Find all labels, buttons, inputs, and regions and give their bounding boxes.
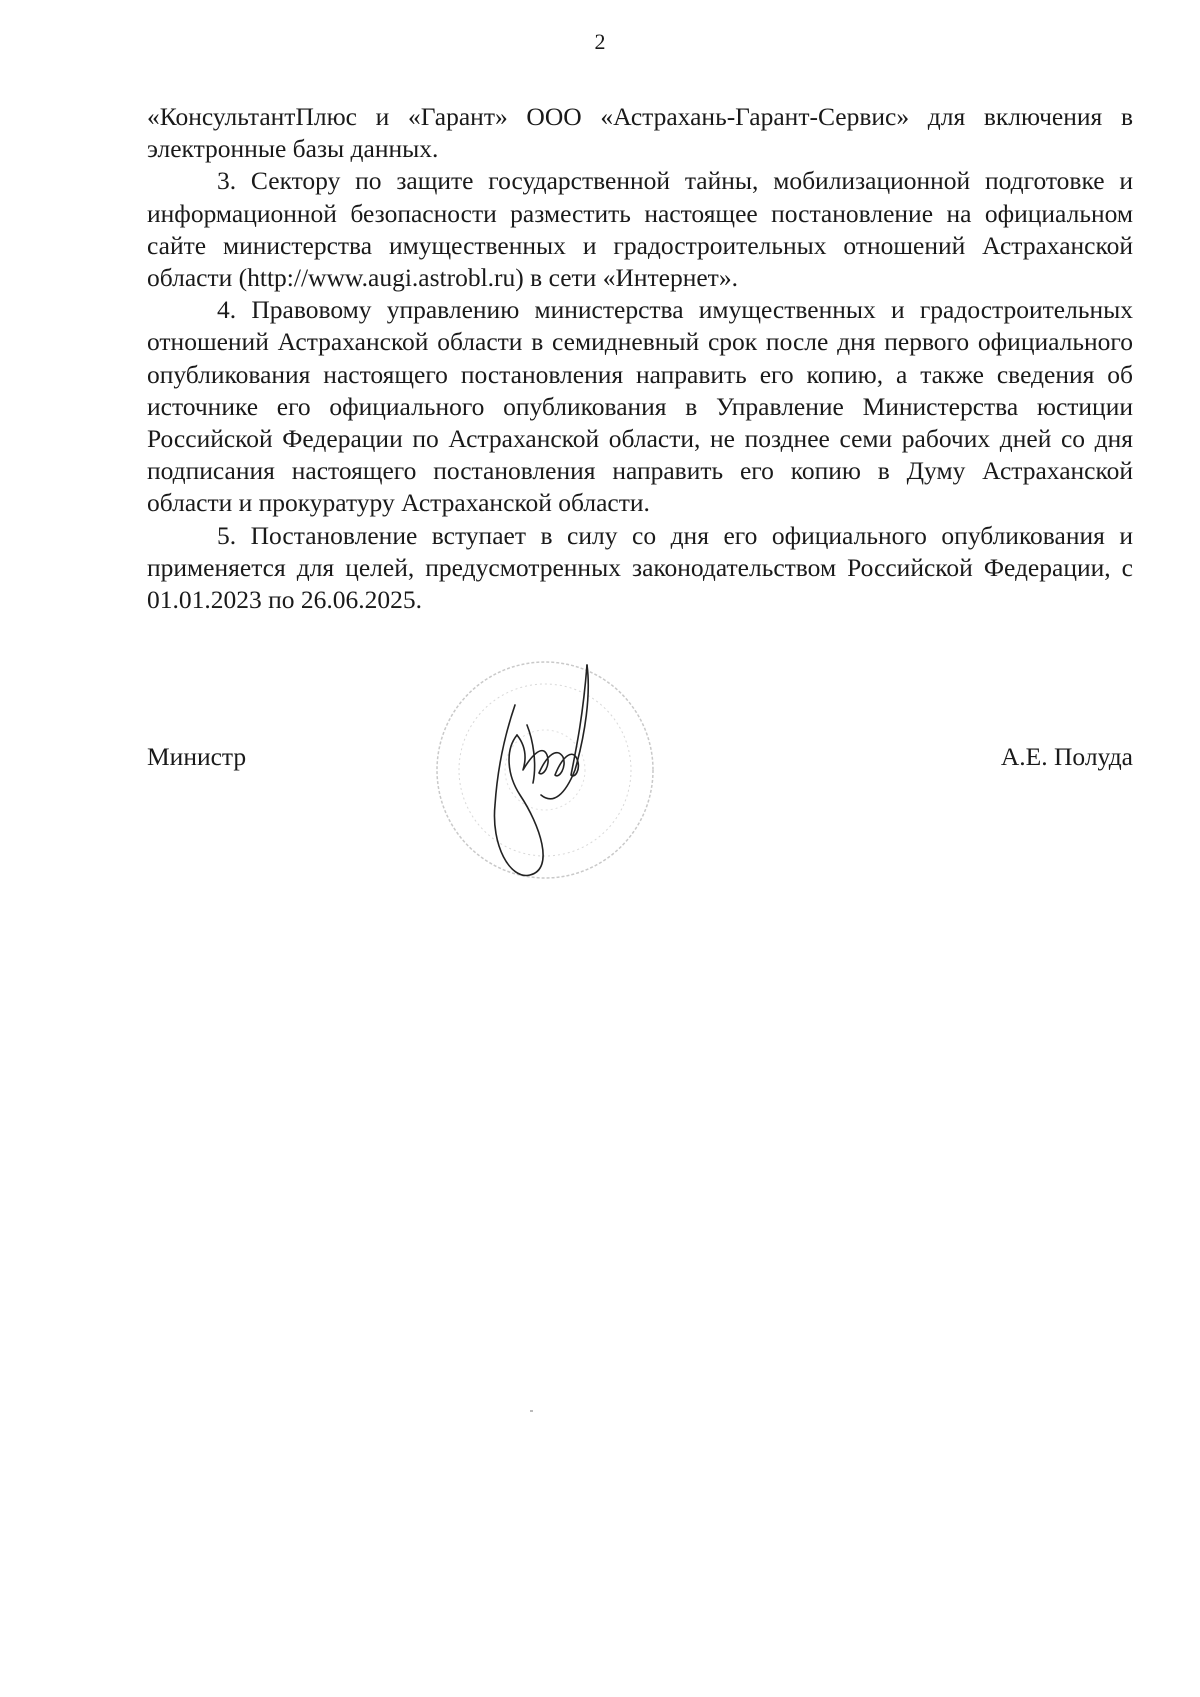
- paragraph-continuation: «КонсультантПлюс и «Гарант» ООО «Астрахань-Гарант-Сервис» для включения в электронные базы данных.: [147, 102, 1133, 164]
- paragraph-5: 5. Постановление вступает в силу со дня его официального опубликования и применяется для целей, предусмотренных законодательством Российской Федерации, с 01.01.2023 по 26.06.2025.: [147, 520, 1133, 615]
- signer-name: А.Е. Полуда: [1000, 742, 1133, 771]
- scan-artifact: [530, 1410, 533, 1412]
- page-number: 2: [594, 29, 606, 54]
- document-body: [147, 101, 1133, 616]
- signature-block: [147, 740, 1133, 774]
- paragraph-3: 3. Сектору по защите государственной тайны, мобилизационной подготовке и информационной безопасности разместить настоящее постановление на официальном сайте министерства имущественных и градостроительных отношений Астраханской области (http://www.augi.astrobl.ru) в сети «Интернет».: [147, 166, 1133, 293]
- signer-title: Министр: [147, 742, 247, 771]
- paragraph-4: 4. Правовому управлению министерства имущественных и градостроительных отношений Астраханской области в семидневный срок после дня первого официального опубликования настоящего постановления направить его копию, а также сведения об источнике его официального опубликования в Управление Министерства юстиции Российской Федерации по Астраханской области, не позднее семи рабочих дней со дня подписания настоящего постановления направить его копию в Думу Астраханской области и прокуратуру Астраханской области.: [147, 295, 1133, 518]
